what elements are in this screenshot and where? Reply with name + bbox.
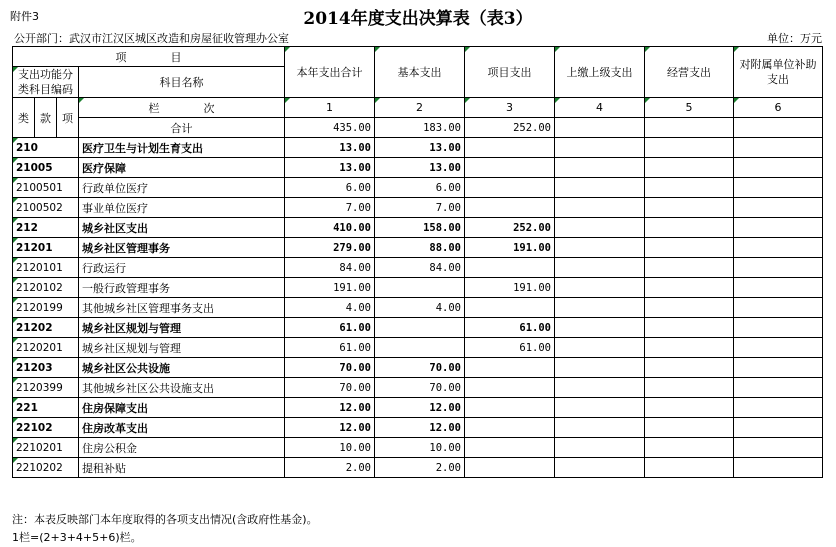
row-value-1: 70.00 xyxy=(285,358,375,378)
row-value-6 xyxy=(734,198,823,218)
header-col-2: 基本支出 xyxy=(375,47,465,98)
row-value-6 xyxy=(734,458,823,478)
row-value-2 xyxy=(375,318,465,338)
row-code: 2120199 xyxy=(13,298,79,318)
row-code: 2210202 xyxy=(13,458,79,478)
row-value-3: 61.00 xyxy=(465,338,555,358)
row-value-6 xyxy=(734,238,823,258)
row-value-5 xyxy=(645,318,734,338)
row-value-3 xyxy=(465,358,555,378)
row-value-1: 10.00 xyxy=(285,438,375,458)
column-number-2: 2 xyxy=(375,98,465,118)
header-col-4: 上缴上级支出 xyxy=(555,47,645,98)
table-row xyxy=(13,378,823,398)
column-number-3: 3 xyxy=(465,98,555,118)
row-value-3 xyxy=(465,158,555,178)
row-value-3 xyxy=(465,418,555,438)
row-value-2: 2.00 xyxy=(375,458,465,478)
row-value-1: 13.00 xyxy=(285,158,375,178)
expenditure-table xyxy=(12,46,823,478)
row-value-4 xyxy=(555,158,645,178)
row-value-2: 10.00 xyxy=(375,438,465,458)
total-value-4 xyxy=(555,118,645,138)
row-value-1: 410.00 xyxy=(285,218,375,238)
total-value-1: 435.00 xyxy=(285,118,375,138)
row-value-6 xyxy=(734,218,823,238)
row-code: 2120101 xyxy=(13,258,79,278)
table-row xyxy=(13,138,823,158)
row-value-1: 12.00 xyxy=(285,418,375,438)
table-row xyxy=(13,358,823,378)
row-value-6 xyxy=(734,298,823,318)
row-name: 城乡社区支出 xyxy=(79,218,285,238)
table-row xyxy=(13,178,823,198)
total-row xyxy=(13,118,823,138)
header-lei: 类 xyxy=(13,98,35,138)
row-value-4 xyxy=(555,338,645,358)
row-name: 事业单位医疗 xyxy=(79,198,285,218)
row-value-2: 6.00 xyxy=(375,178,465,198)
row-value-1: 2.00 xyxy=(285,458,375,478)
row-value-5 xyxy=(645,458,734,478)
row-name: 行政运行 xyxy=(79,258,285,278)
row-value-5 xyxy=(645,358,734,378)
row-value-1: 279.00 xyxy=(285,238,375,258)
row-name: 一般行政管理事务 xyxy=(79,278,285,298)
row-value-6 xyxy=(734,258,823,278)
row-value-6 xyxy=(734,178,823,198)
row-value-3: 61.00 xyxy=(465,318,555,338)
row-code: 22102 xyxy=(13,418,79,438)
row-code: 2210201 xyxy=(13,438,79,458)
header-lanci: 栏 次 xyxy=(79,98,285,118)
row-value-6 xyxy=(734,378,823,398)
header-code-label: 支出功能分类科目编码 xyxy=(13,67,79,98)
row-value-6 xyxy=(734,318,823,338)
row-code: 221 xyxy=(13,398,79,418)
row-value-4 xyxy=(555,398,645,418)
row-name: 医疗卫生与计划生育支出 xyxy=(79,138,285,158)
row-name: 住房公积金 xyxy=(79,438,285,458)
row-value-3 xyxy=(465,398,555,418)
row-value-2: 158.00 xyxy=(375,218,465,238)
row-value-3: 191.00 xyxy=(465,278,555,298)
row-code: 21202 xyxy=(13,318,79,338)
row-value-4 xyxy=(555,238,645,258)
department-label: 公开部门：武汉市江汉区城区改造和房屋征收管理办公室 xyxy=(14,32,289,45)
row-value-2: 13.00 xyxy=(375,158,465,178)
row-value-3 xyxy=(465,258,555,278)
row-value-2: 12.00 xyxy=(375,398,465,418)
row-value-2: 70.00 xyxy=(375,378,465,398)
row-value-5 xyxy=(645,438,734,458)
row-code: 21201 xyxy=(13,238,79,258)
row-value-4 xyxy=(555,378,645,398)
row-value-4 xyxy=(555,438,645,458)
row-value-4 xyxy=(555,458,645,478)
row-value-2: 84.00 xyxy=(375,258,465,278)
row-value-5 xyxy=(645,218,734,238)
table-row xyxy=(13,158,823,178)
row-value-1: 7.00 xyxy=(285,198,375,218)
row-value-1: 61.00 xyxy=(285,318,375,338)
row-code: 212 xyxy=(13,218,79,238)
row-code: 2100501 xyxy=(13,178,79,198)
row-name: 其他城乡社区公共设施支出 xyxy=(79,378,285,398)
row-value-2 xyxy=(375,278,465,298)
row-value-2: 4.00 xyxy=(375,298,465,318)
row-value-3 xyxy=(465,438,555,458)
header-name-label: 科目名称 xyxy=(79,67,285,98)
row-code: 21005 xyxy=(13,158,79,178)
header-item: 项 目 xyxy=(13,47,285,67)
row-value-1: 4.00 xyxy=(285,298,375,318)
footnote: 注：本表反映部门本年度取得的各项支出情况(含政府性基金)。 xyxy=(12,513,318,526)
row-value-1: 12.00 xyxy=(285,398,375,418)
row-value-3 xyxy=(465,458,555,478)
row-value-2: 7.00 xyxy=(375,198,465,218)
row-value-2: 88.00 xyxy=(375,238,465,258)
header-kuan: 款 xyxy=(35,98,57,138)
table-row xyxy=(13,338,823,358)
row-code: 2120399 xyxy=(13,378,79,398)
row-value-6 xyxy=(734,418,823,438)
table-row xyxy=(13,458,823,478)
row-code: 2100502 xyxy=(13,198,79,218)
row-value-1: 191.00 xyxy=(285,278,375,298)
row-value-5 xyxy=(645,258,734,278)
row-value-6 xyxy=(734,138,823,158)
row-code: 21203 xyxy=(13,358,79,378)
row-value-6 xyxy=(734,278,823,298)
row-value-5 xyxy=(645,198,734,218)
row-value-1: 84.00 xyxy=(285,258,375,278)
total-value-2: 183.00 xyxy=(375,118,465,138)
row-code: 2120201 xyxy=(13,338,79,358)
row-value-4 xyxy=(555,218,645,238)
table-row xyxy=(13,238,823,258)
row-value-6 xyxy=(734,398,823,418)
row-name: 提租补贴 xyxy=(79,458,285,478)
header-xiang: 项 xyxy=(57,98,79,138)
row-value-2: 12.00 xyxy=(375,418,465,438)
row-name: 住房改革支出 xyxy=(79,418,285,438)
row-value-4 xyxy=(555,418,645,438)
page-title: 2014年度支出决算表（表3） xyxy=(303,9,533,29)
table-row xyxy=(13,198,823,218)
row-value-6 xyxy=(734,158,823,178)
row-value-5 xyxy=(645,378,734,398)
row-name: 医疗保障 xyxy=(79,158,285,178)
row-value-1: 70.00 xyxy=(285,378,375,398)
row-value-3 xyxy=(465,138,555,158)
column-number-5: 5 xyxy=(645,98,734,118)
row-name: 行政单位医疗 xyxy=(79,178,285,198)
total-label: 合计 xyxy=(79,118,285,138)
table-row xyxy=(13,398,823,418)
row-name: 城乡社区规划与管理 xyxy=(79,338,285,358)
row-name: 城乡社区规划与管理 xyxy=(79,318,285,338)
table-row xyxy=(13,418,823,438)
header-col-3: 项目支出 xyxy=(465,47,555,98)
total-value-3: 252.00 xyxy=(465,118,555,138)
row-value-5 xyxy=(645,338,734,358)
row-value-1: 6.00 xyxy=(285,178,375,198)
attachment-label: 附件3 xyxy=(10,10,39,23)
header-col-1: 本年支出合计 xyxy=(285,47,375,98)
row-value-5 xyxy=(645,398,734,418)
row-value-4 xyxy=(555,318,645,338)
row-value-5 xyxy=(645,238,734,258)
row-value-5 xyxy=(645,278,734,298)
header-col-5: 经营支出 xyxy=(645,47,734,98)
header-col-6: 对附属单位补助支出 xyxy=(734,47,823,98)
row-value-5 xyxy=(645,298,734,318)
row-value-5 xyxy=(645,418,734,438)
row-value-1: 61.00 xyxy=(285,338,375,358)
row-value-4 xyxy=(555,258,645,278)
table-row xyxy=(13,438,823,458)
table-row xyxy=(13,298,823,318)
row-value-6 xyxy=(734,338,823,358)
row-value-4 xyxy=(555,298,645,318)
row-value-2: 13.00 xyxy=(375,138,465,158)
table-row xyxy=(13,258,823,278)
total-value-5 xyxy=(645,118,734,138)
row-value-1: 13.00 xyxy=(285,138,375,158)
row-value-3 xyxy=(465,378,555,398)
column-number-1: 1 xyxy=(285,98,375,118)
column-number-4: 4 xyxy=(555,98,645,118)
row-name: 住房保障支出 xyxy=(79,398,285,418)
footnote-formula: 1栏=(2+3+4+5+6)栏。 xyxy=(12,531,142,544)
row-code: 2120102 xyxy=(13,278,79,298)
total-value-6 xyxy=(734,118,823,138)
unit-label: 单位：万元 xyxy=(767,32,822,45)
row-value-5 xyxy=(645,138,734,158)
row-value-3 xyxy=(465,298,555,318)
row-value-5 xyxy=(645,178,734,198)
row-code: 210 xyxy=(13,138,79,158)
row-value-4 xyxy=(555,138,645,158)
row-value-4 xyxy=(555,178,645,198)
row-value-4 xyxy=(555,198,645,218)
row-value-4 xyxy=(555,278,645,298)
row-name: 其他城乡社区管理事务支出 xyxy=(79,298,285,318)
row-value-2 xyxy=(375,338,465,358)
row-value-3: 252.00 xyxy=(465,218,555,238)
row-value-3 xyxy=(465,178,555,198)
table-row xyxy=(13,218,823,238)
row-value-5 xyxy=(645,158,734,178)
row-value-4 xyxy=(555,358,645,378)
row-value-6 xyxy=(734,438,823,458)
column-number-6: 6 xyxy=(734,98,823,118)
row-value-3 xyxy=(465,198,555,218)
table-row xyxy=(13,278,823,298)
row-name: 城乡社区管理事务 xyxy=(79,238,285,258)
row-value-6 xyxy=(734,358,823,378)
row-value-2: 70.00 xyxy=(375,358,465,378)
row-value-3: 191.00 xyxy=(465,238,555,258)
table-row xyxy=(13,318,823,338)
row-name: 城乡社区公共设施 xyxy=(79,358,285,378)
